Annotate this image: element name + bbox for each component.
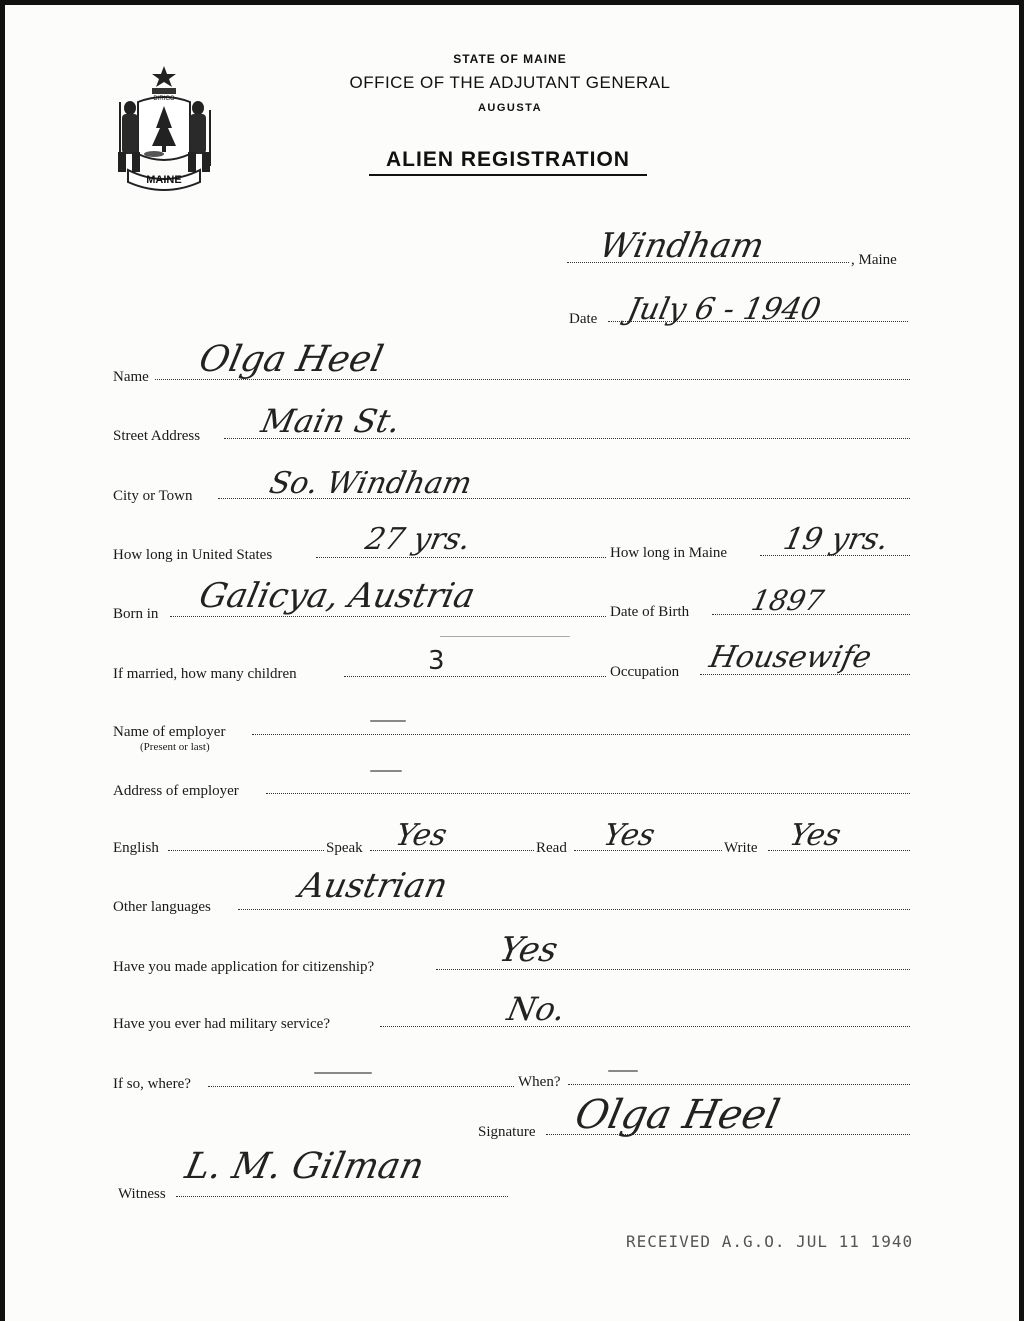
speak-value[interactable]: Yes [392,818,451,853]
witness-label: Witness [118,1186,166,1202]
dob-label: Date of Birth [610,604,690,620]
header-state: STATE OF MAINE [453,52,567,66]
other-languages-label: Other languages [113,899,211,915]
header-office: OFFICE OF THE ADJUTANT GENERAL [349,73,671,92]
street-value[interactable]: Main St. [257,402,404,440]
employer-address-line [266,793,910,794]
received-stamp: RECEIVED A.G.O. JUL 11 1940 [626,1232,914,1251]
city-value[interactable]: So. Windham [266,466,475,501]
citizenship-label: Have you made application for citizenship? [113,959,375,975]
employer-dash [370,720,406,722]
witness-line [176,1196,508,1197]
street-label: Street Address [113,428,201,444]
write-label: Write [724,840,758,856]
witness-value[interactable]: L. M. Gilman [181,1146,428,1187]
date-label: Date [569,311,598,327]
scan-border-right [1019,0,1024,1321]
how-long-us-line [316,557,606,558]
when-label: When? [518,1074,561,1090]
when-line [568,1084,910,1085]
where-dash [314,1072,372,1074]
seal-banner-text: MAINE [146,174,182,186]
how-long-maine-value[interactable]: 19 yrs. [780,522,892,557]
scan-border-left [0,0,5,1321]
employer-address-label: Address of employer [113,783,239,799]
military-label: Have you ever had military service? [113,1016,330,1032]
name-value[interactable]: Olga Heel [195,339,387,380]
occupation-label: Occupation [610,664,680,680]
citizenship-value[interactable]: Yes [495,930,562,970]
employer-address-dash [370,770,402,772]
how-long-us-label: How long in United States [113,547,273,563]
where-line [208,1086,514,1087]
children-label: If married, how many children [113,666,297,682]
children-value[interactable]: 3 [428,646,445,676]
where-label: If so, where? [113,1076,191,1092]
born-in-label: Born in [113,606,159,622]
other-languages-value[interactable]: Austrian [295,866,452,906]
town-value[interactable]: Windham [595,226,768,266]
dob-value[interactable]: 1897 [748,584,827,617]
born-in-value[interactable]: Galicya, Austria [195,576,479,616]
children-line [344,676,606,677]
write-value[interactable]: Yes [786,818,845,853]
city-label: City or Town [113,488,193,504]
when-dash [608,1070,638,1072]
maine-label: , Maine [851,252,897,268]
date-value[interactable]: July 6 - 1940 [624,292,824,327]
scan-border-top [0,0,1024,5]
speak-label: Speak [326,840,363,856]
employer-line [252,734,910,735]
english-line [168,850,324,851]
employer-label: Name of employer [113,724,226,740]
how-long-maine-label: How long in Maine [610,545,728,561]
occupation-value[interactable]: Housewife [706,640,875,675]
military-value[interactable]: No. [503,990,569,1028]
other-languages-line [238,909,910,910]
born-in-strike [440,636,570,637]
how-long-us-value[interactable]: 27 yrs. [362,522,474,557]
signature-label: Signature [478,1124,536,1140]
born-in-line [170,616,606,617]
military-line [380,1026,910,1027]
seal-motto-text: DIRIGO [153,96,175,102]
name-label: Name [113,369,149,385]
header-city: AUGUSTA [477,102,543,114]
read-value[interactable]: Yes [600,818,659,853]
signature-value[interactable]: Olga Heel [571,1092,784,1138]
english-label: English [113,840,159,856]
form-title: ALIEN REGISTRATION [369,148,647,176]
employer-sub-label: (Present or last) [140,741,210,753]
read-label: Read [536,840,567,856]
